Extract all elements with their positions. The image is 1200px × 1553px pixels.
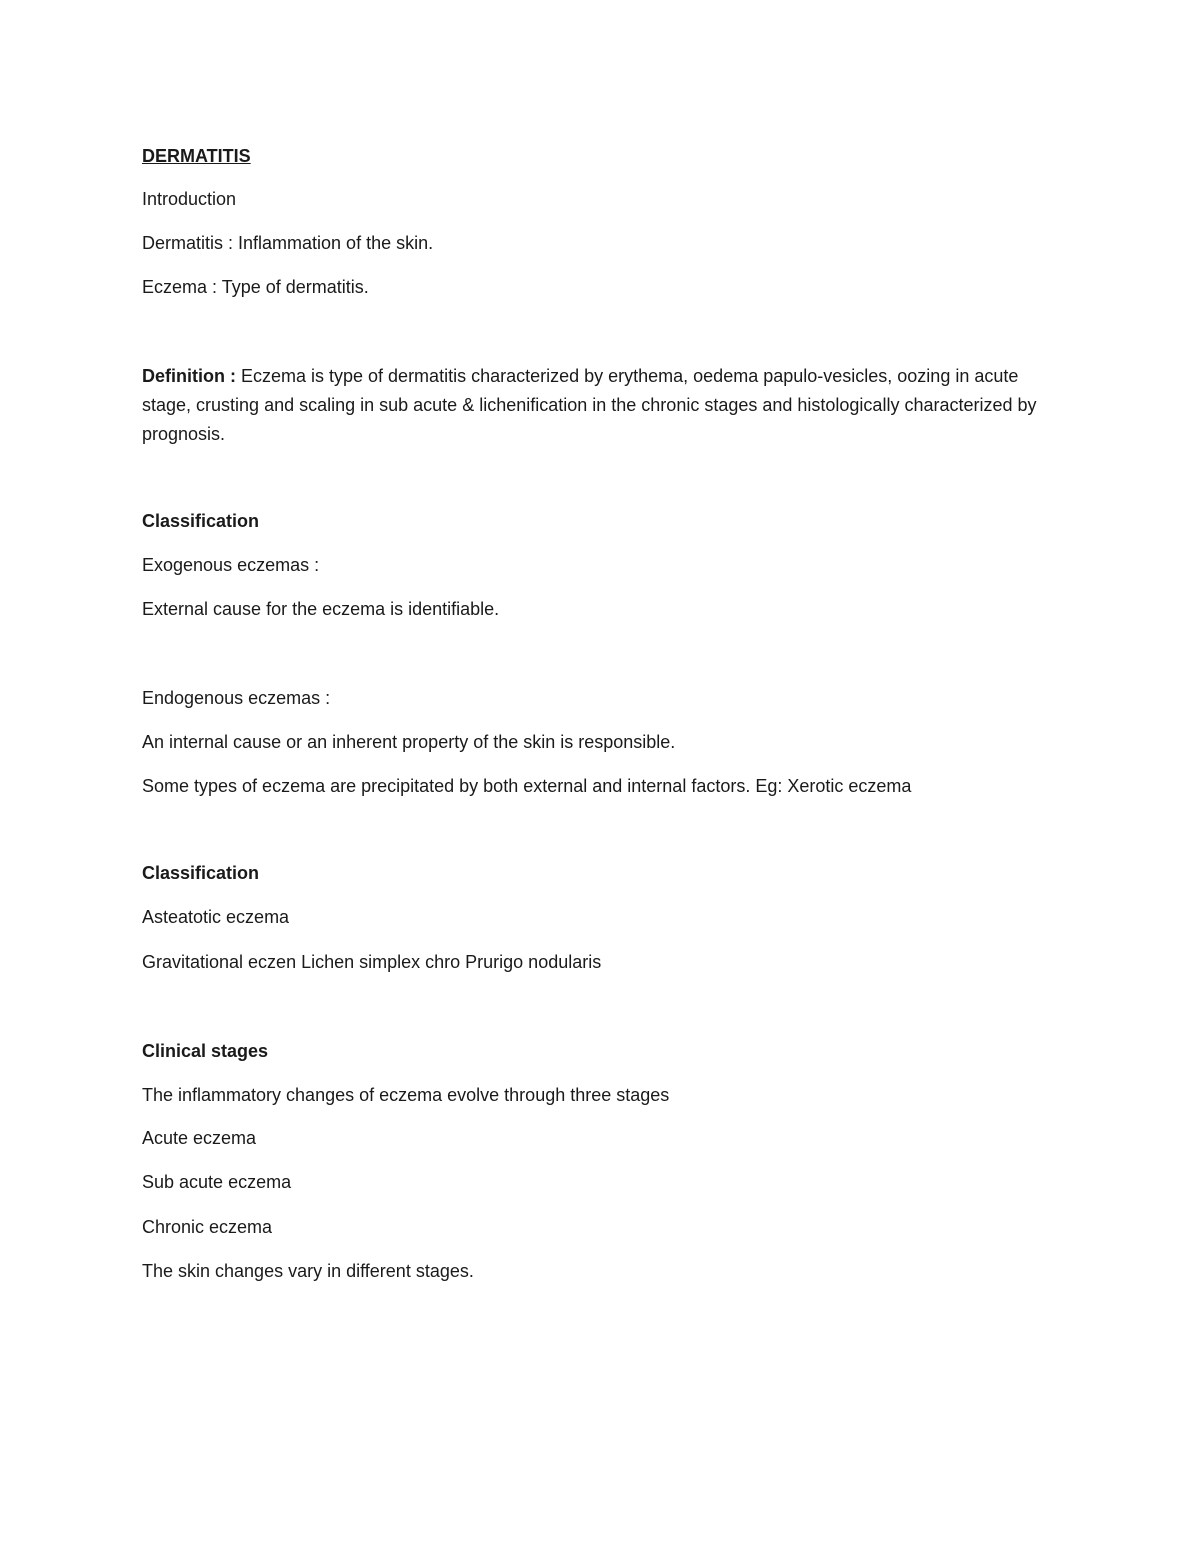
stage-chronic: Chronic eczema (142, 1217, 273, 1237)
document-title: DERMATITIS (142, 146, 251, 166)
definition-label: Definition : (142, 366, 236, 386)
gravitational-item: Gravitational eczen Lichen simplex chro Prurigo nodularis (142, 952, 602, 972)
closing-text: The skin changes vary in different stages. (142, 1261, 474, 1281)
mixed-factors-text: Some types of eczema are precipitated by both external and internal factors. Eg: Xerotic eczema (142, 776, 912, 796)
classification-heading-2: Classification (142, 863, 260, 883)
definition-paragraph (142, 362, 1062, 449)
clinical-stages-intro: The inflammatory changes of eczema evolve through three stages (142, 1085, 670, 1105)
stage-acute: Acute eczema (142, 1128, 257, 1148)
clinical-stages-heading: Clinical stages (142, 1041, 269, 1061)
introduction-heading: Introduction (142, 189, 237, 209)
endogenous-text: An internal cause or an inherent property of the skin is responsible. (142, 732, 676, 752)
dermatitis-definition-line: Dermatitis : Inflammation of the skin. (142, 233, 434, 253)
asteatotic-item: Asteatotic eczema (142, 907, 290, 927)
endogenous-label: Endogenous eczemas : (142, 688, 331, 708)
definition-text: Eczema is type of dermatitis characterized by erythema, oedema papulo-vesicles, oozing in acute stage, crusting and scaling in sub acute & lichenification in the chronic stages and histologically characterized by prognosis. (142, 366, 1037, 444)
classification-heading-1: Classification (142, 511, 260, 531)
eczema-definition-line: Eczema : Type of dermatitis. (142, 277, 369, 297)
exogenous-text: External cause for the eczema is identifiable. (142, 599, 500, 619)
exogenous-label: Exogenous eczemas : (142, 555, 320, 575)
stage-subacute: Sub acute eczema (142, 1172, 292, 1192)
